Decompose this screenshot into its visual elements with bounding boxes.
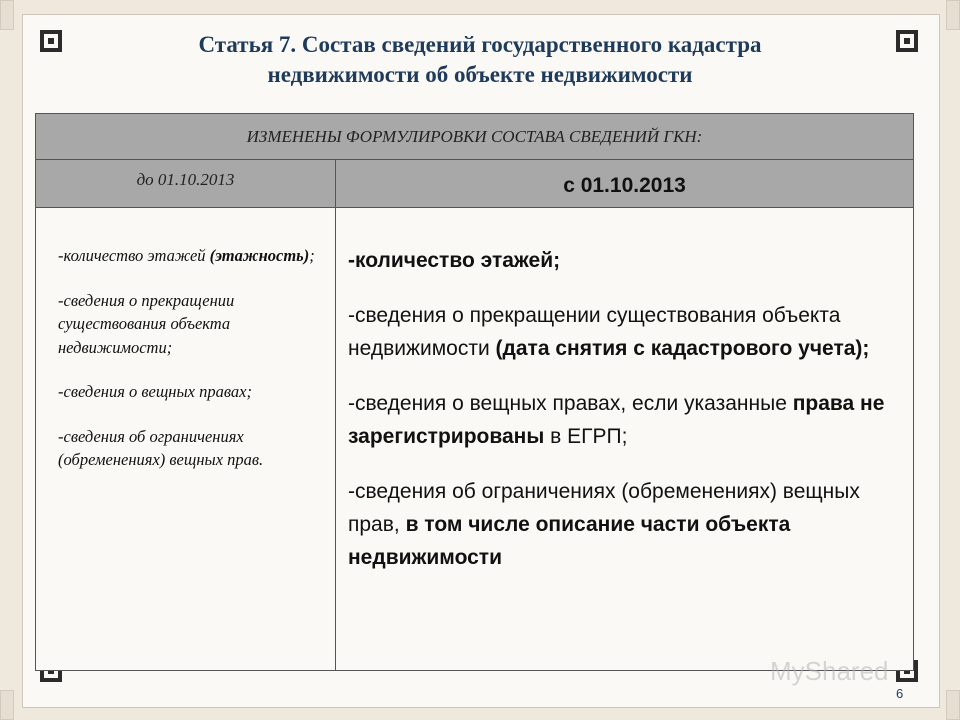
title-line-1: Статья 7. Состав сведений государственного кадастра (198, 32, 762, 57)
list-item: -сведения о прекращении существования объекта недвижимости (дата снятия с кадастрового учета); (348, 304, 870, 360)
frame-tab-top-left (0, 0, 14, 30)
list-item: -сведения о прекращении существования объекта недвижимости; (58, 290, 235, 357)
after-column (336, 208, 913, 670)
frame-tab-bottom-right (946, 690, 960, 720)
title-line-2: недвижимости об объекте недвижимости (267, 62, 693, 87)
corner-ornament-icon (896, 30, 918, 52)
list-item: -сведения о вещных правах; (58, 382, 252, 401)
list-item: -сведения об ограничениях (обременениях) вещных прав, в том числе описание части объекта недвижимости (348, 480, 860, 569)
list-item: -сведения об ограничениях (обременениях) вещных прав. (58, 426, 264, 469)
corner-ornament-icon (40, 30, 62, 52)
column-header-before: до 01.10.2013 (36, 160, 336, 207)
comparison-table (35, 113, 914, 671)
before-column (36, 208, 336, 670)
list-item: -количество этажей (этажность); (58, 246, 315, 265)
list-item: -сведения о вещных правах, если указанные права не зарегистрированы в ЕГРП; (348, 392, 885, 448)
frame-tab-top-right (946, 0, 960, 30)
list-item: -количество этажей; (348, 249, 561, 272)
table-subheader-row (36, 160, 913, 208)
table-header: ИЗМЕНЕНЫ ФОРМУЛИРОВКИ СОСТАВА СВЕДЕНИЙ ГКН: (36, 114, 913, 160)
slide-title (110, 30, 850, 90)
frame-tab-bottom-left (0, 690, 14, 720)
page-number: 6 (896, 686, 904, 701)
watermark-logo: MyShared (770, 656, 889, 686)
column-header-after: с 01.10.2013 (563, 174, 686, 197)
